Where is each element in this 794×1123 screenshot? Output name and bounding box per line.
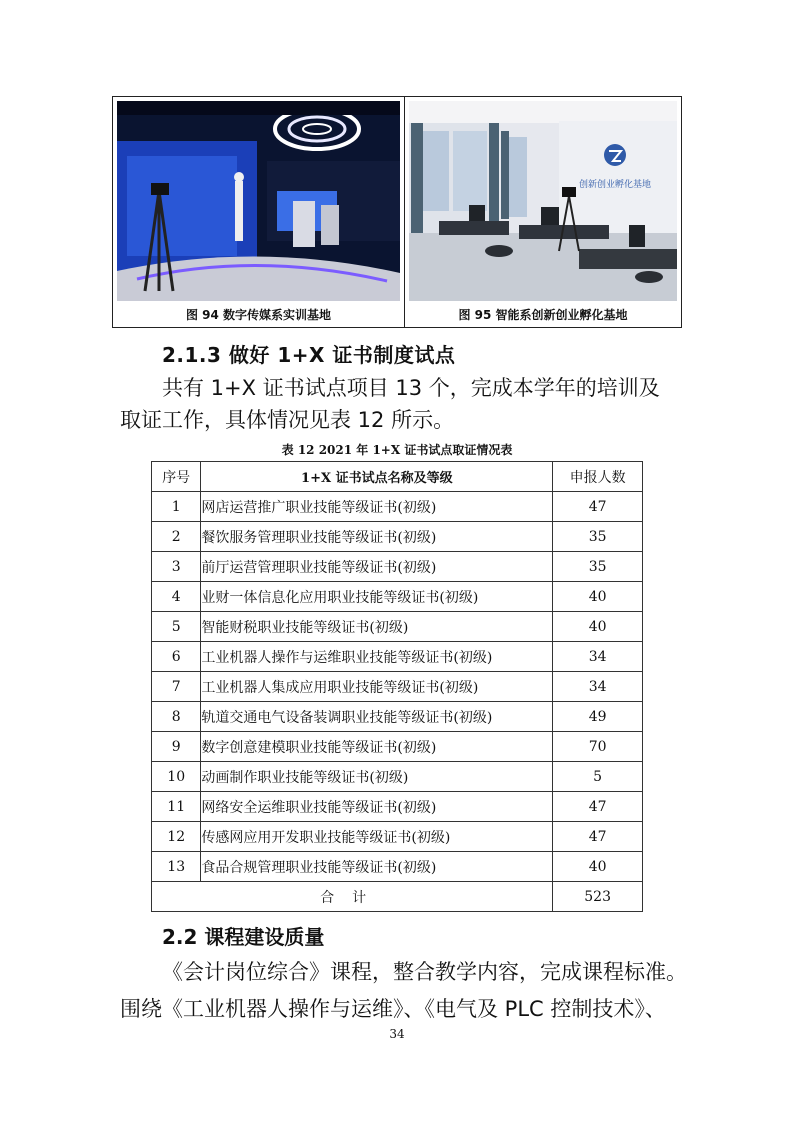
row-number: 3: [152, 552, 201, 582]
row-cert-name: 动画制作职业技能等级证书(初级): [201, 762, 553, 792]
figure-95-caption: 图 95 智能系创新创业孵化基地: [458, 308, 628, 322]
figure-94-caption: 图 94 数字传媒系实训基地: [185, 308, 332, 322]
table-row: [152, 492, 643, 522]
row-number: 6: [152, 642, 201, 672]
wall-sign-text: 创新创业孵化基地: [578, 180, 652, 190]
section-heading-2-2: 2.2 课程建设质量: [162, 925, 325, 949]
row-number: 2: [152, 522, 201, 552]
paragraph-2-2-line-2: 围绕《工业机器人操作与运维》、《电气及 PLC 控制技术》、: [120, 997, 666, 1021]
row-number: 7: [152, 672, 201, 702]
row-count: 40: [553, 612, 643, 642]
row-count: 70: [553, 732, 643, 762]
row-number: 11: [152, 792, 201, 822]
row-count: 47: [553, 792, 643, 822]
header-name: 1+X 证书试点名称及等级: [201, 462, 553, 492]
total-count: 523: [553, 882, 643, 912]
row-cert-name: 数字创意建模职业技能等级证书(初级): [201, 732, 553, 762]
row-cert-name: 工业机器人操作与运维职业技能等级证书(初级): [201, 642, 553, 672]
row-cert-name: 网店运营推广职业技能等级证书(初级): [201, 492, 553, 522]
paragraph-line-2: 取证工作，具体情况见表 12 所示。: [120, 408, 455, 432]
row-cert-name: 网络安全运维职业技能等级证书(初级): [201, 792, 553, 822]
row-cert-name: 轨道交通电气设备装调职业技能等级证书(初级): [201, 702, 553, 732]
section-heading-2-1-3: 2.1.3 做好 1+X 证书制度试点: [162, 343, 456, 367]
table-header-row: [152, 462, 643, 492]
table-row: [152, 642, 643, 672]
row-cert-name: 业财一体信息化应用职业技能等级证书(初级): [201, 582, 553, 612]
row-count: 35: [553, 522, 643, 552]
table-row: [152, 612, 643, 642]
table-row: [152, 732, 643, 762]
paragraph-line-1: 共有 1+X 证书试点项目 13 个，完成本学年的培训及: [162, 376, 660, 400]
table-row: [152, 852, 643, 882]
table-body: [152, 492, 643, 882]
figure-95: [405, 97, 681, 327]
row-count: 49: [553, 702, 643, 732]
table-total-row: [152, 882, 643, 912]
row-count: 40: [553, 582, 643, 612]
table-row: [152, 822, 643, 852]
row-count: 35: [553, 552, 643, 582]
row-cert-name: 前厅运营管理职业技能等级证书(初级): [201, 552, 553, 582]
row-count: 47: [553, 822, 643, 852]
page-number: 34: [389, 1027, 405, 1041]
figure-94: [113, 97, 405, 327]
header-no: 序号: [152, 462, 201, 492]
incubator-photo: [409, 101, 677, 301]
table-row: [152, 792, 643, 822]
paragraph-2-2-line-1: 《会计岗位综合》课程，整合教学内容，完成课程标准。: [162, 960, 687, 984]
table-row: [152, 522, 643, 552]
row-number: 13: [152, 852, 201, 882]
figure-frame: [112, 96, 682, 328]
row-number: 12: [152, 822, 201, 852]
row-number: 4: [152, 582, 201, 612]
row-cert-name: 工业机器人集成应用职业技能等级证书(初级): [201, 672, 553, 702]
table-row: [152, 702, 643, 732]
row-cert-name: 智能财税职业技能等级证书(初级): [201, 612, 553, 642]
row-count: 34: [553, 642, 643, 672]
row-count: 34: [553, 672, 643, 702]
studio-photo: [117, 101, 400, 301]
row-cert-name: 餐饮服务管理职业技能等级证书(初级): [201, 522, 553, 552]
row-cert-name: 食品合规管理职业技能等级证书(初级): [201, 852, 553, 882]
total-label: 合计: [152, 882, 553, 912]
row-number: 8: [152, 702, 201, 732]
row-number: 5: [152, 612, 201, 642]
table-title: 表 12 2021 年 1+X 证书试点取证情况表: [281, 443, 513, 457]
header-count: 申报人数: [553, 462, 643, 492]
row-count: 5: [553, 762, 643, 792]
row-number: 9: [152, 732, 201, 762]
table-row: [152, 762, 643, 792]
row-number: 10: [152, 762, 201, 792]
certificate-table: [151, 461, 643, 912]
row-count: 47: [553, 492, 643, 522]
table-row: [152, 672, 643, 702]
table-row: [152, 582, 643, 612]
row-cert-name: 传感网应用开发职业技能等级证书(初级): [201, 822, 553, 852]
row-count: 40: [553, 852, 643, 882]
row-number: 1: [152, 492, 201, 522]
table-row: [152, 552, 643, 582]
